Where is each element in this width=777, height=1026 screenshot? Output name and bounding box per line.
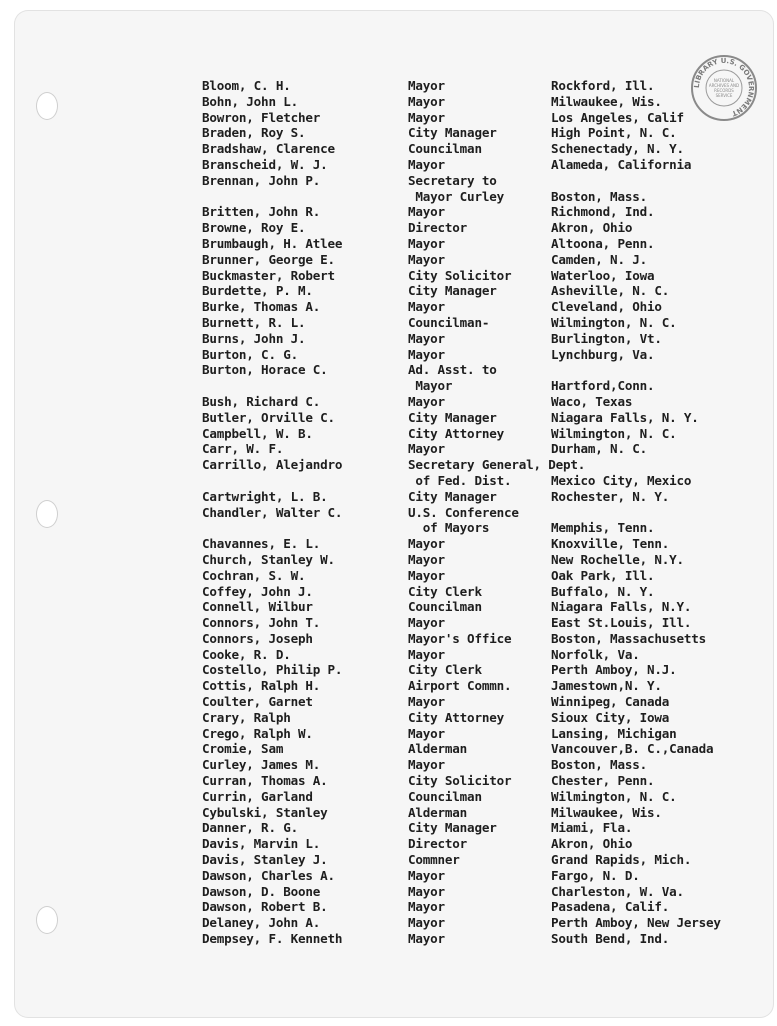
entry-title: Director (408, 220, 468, 236)
entry-title: Mayor (408, 931, 445, 947)
entry-place: Wilmington, N. C. (551, 788, 677, 804)
list-item (202, 678, 772, 694)
entry-title: City Solicitor (408, 773, 512, 789)
entry-place: Buffalo, N. Y. (551, 583, 655, 599)
entry-name: Butler, Orville C. (202, 409, 335, 425)
entry-title: City Attorney (408, 709, 504, 725)
list-item (202, 568, 772, 584)
entry-name: Dawson, Robert B. (202, 899, 328, 915)
list-item (202, 899, 772, 915)
entry-name: Danner, R. G. (202, 820, 298, 836)
list-item (202, 662, 772, 678)
entry-title: Mayor (408, 441, 445, 457)
list-item (202, 283, 772, 299)
entry-title: Mayor (408, 899, 445, 915)
entry-title: City Clerk (408, 662, 482, 678)
list-item (202, 410, 772, 426)
entry-place: Hartford,Conn. (551, 378, 655, 394)
entry-title: Councilman (408, 141, 482, 157)
entry-place: Fargo, N. D. (551, 867, 640, 883)
entry-place: Richmond, Ind. (551, 204, 655, 220)
entry-title: City Manager (408, 409, 497, 425)
entry-name: Brumbaugh, H. Atlee (202, 235, 343, 251)
list-item (202, 204, 772, 220)
entry-name: Cromie, Sam (202, 741, 284, 757)
entry-title: City Manager (408, 488, 497, 504)
list-item (202, 315, 772, 331)
entry-name: Carr, W. F. (202, 441, 284, 457)
entry-place: Perth Amboy, N.J. (551, 662, 677, 678)
entry-name: Cartwright, L. B. (202, 488, 328, 504)
entry-name: Burton, Horace C. (202, 362, 328, 378)
entry-title: Mayor (408, 567, 445, 583)
entry-name: Chandler, Walter C. (202, 504, 343, 520)
entry-title: Mayor (408, 330, 445, 346)
entry-title: Mayor (408, 725, 445, 741)
entry-name: Bush, Richard C. (202, 393, 321, 409)
entry-place: Perth Amboy, New Jersey (551, 915, 721, 931)
entry-name: Carrillo, Alejandro (202, 457, 343, 473)
list-item (202, 441, 772, 457)
list-item (202, 125, 772, 141)
stamp-outer-text: LIBRARY U.S. GOVERNMENT (692, 56, 756, 118)
list-item (202, 820, 772, 836)
list-item (202, 141, 772, 157)
list-item (202, 268, 772, 284)
list-item (202, 694, 772, 710)
punch-hole (36, 500, 58, 528)
list-item (202, 584, 772, 600)
list-item (202, 394, 772, 410)
entry-place: Jamestown,N. Y. (551, 678, 662, 694)
entry-name: Dawson, Charles A. (202, 867, 335, 883)
list-item (202, 236, 772, 252)
entry-title: U.S. Conference (408, 504, 519, 520)
entry-place: Niagara Falls, N.Y. (551, 599, 692, 615)
entry-place: Lynchburg, Va. (551, 346, 655, 362)
entry-place: Alameda, California (551, 156, 692, 172)
entry-title: Mayor's Office (408, 630, 512, 646)
entry-place: Grand Rapids, Mich. (551, 852, 692, 868)
entry-title: City Clerk (408, 583, 482, 599)
entry-name: Currin, Garland (202, 788, 313, 804)
list-item (202, 852, 772, 868)
list-item (202, 457, 772, 473)
entry-title: City Solicitor (408, 267, 512, 283)
entry-name: Connell, Wilbur (202, 599, 313, 615)
entry-name: Burke, Thomas A. (202, 299, 321, 315)
entry-title: Mayor (408, 93, 445, 109)
entry-name: Burton, C. G. (202, 346, 298, 362)
entry-title: of Fed. Dist. (408, 472, 512, 488)
list-item (202, 189, 772, 205)
entry-place: South Bend, Ind. (551, 931, 670, 947)
entry-name: Campbell, W. B. (202, 425, 313, 441)
entry-name: Dawson, D. Boone (202, 883, 321, 899)
list-item (202, 615, 772, 631)
entry-place: Vancouver,B. C.,Canada (551, 741, 714, 757)
entry-title: Mayor (408, 251, 445, 267)
entry-place: New Rochelle, N.Y. (551, 551, 684, 567)
entry-name: Cooke, R. D. (202, 646, 291, 662)
entry-place: High Point, N. C. (551, 125, 677, 141)
entry-name: Curley, James M. (202, 757, 321, 773)
stamp-inner-text: NATIONAL ARCHIVES AND RECORDS SERVICE (708, 78, 740, 98)
list-item (202, 94, 772, 110)
entry-title: Mayor (408, 109, 445, 125)
entry-name: Buckmaster, Robert (202, 267, 335, 283)
list-item (202, 378, 772, 394)
entry-place: Los Angeles, Calif (551, 109, 684, 125)
entry-place: Oak Park, Ill. (551, 567, 655, 583)
entry-name: Burdette, P. M. (202, 283, 313, 299)
list-item (202, 599, 772, 615)
entry-name: Cottis, Ralph H. (202, 678, 321, 694)
list-item (202, 536, 772, 552)
entry-title: Director (408, 836, 468, 852)
entry-place: Boston, Mass. (551, 757, 647, 773)
entry-name: Delaney, John A. (202, 915, 321, 931)
entry-title: Mayor (408, 204, 445, 220)
entry-title: Councilman- (408, 314, 490, 330)
list-item (202, 173, 772, 189)
entry-title: Alderman (408, 804, 468, 820)
entry-title: Mayor Curley (408, 188, 504, 204)
list-item (202, 347, 772, 363)
list-item (202, 473, 772, 489)
entry-name: Browne, Roy E. (202, 220, 306, 236)
entry-place: Burlington, Vt. (551, 330, 662, 346)
entry-title: Mayor (408, 393, 445, 409)
entry-place: Waterloo, Iowa (551, 267, 655, 283)
entry-place: Memphis, Tenn. (551, 520, 655, 536)
entry-place: Pasadena, Calif. (551, 899, 670, 915)
entry-title: Mayor (408, 551, 445, 567)
entry-place: Miami, Fla. (551, 820, 633, 836)
entry-title: Secretary General, Dept. (408, 457, 586, 473)
entry-place: Mexico City, Mexico (551, 472, 692, 488)
entry-title: Airport Commn. (408, 678, 512, 694)
list-item (202, 362, 772, 378)
list-item (202, 631, 772, 647)
entry-place: Waco, Texas (551, 393, 633, 409)
entry-name: Costello, Philip P. (202, 662, 343, 678)
entry-title: Commner (408, 852, 460, 868)
entry-place: Wilmington, N. C. (551, 314, 677, 330)
list-item (202, 757, 772, 773)
entry-title: Mayor (408, 646, 445, 662)
entry-title: City Attorney (408, 425, 504, 441)
entry-title: Mayor (408, 156, 445, 172)
list-item (202, 78, 772, 94)
entry-title: City Manager (408, 283, 497, 299)
entry-place: Boston, Massachusetts (551, 630, 707, 646)
list-item (202, 868, 772, 884)
entry-name: Crary, Ralph (202, 709, 291, 725)
entry-name: Coulter, Garnet (202, 694, 313, 710)
entry-place: Wilmington, N. C. (551, 425, 677, 441)
list-item (202, 726, 772, 742)
entry-title: Mayor (408, 757, 445, 773)
entry-title: Mayor (408, 378, 453, 394)
entry-place: Sioux City, Iowa (551, 709, 670, 725)
entry-place: Asheville, N. C. (551, 283, 670, 299)
entry-place: Milwaukee, Wis. (551, 804, 662, 820)
list-item (202, 252, 772, 268)
entry-place: East St.Louis, Ill. (551, 615, 692, 631)
entry-name: Chavannes, E. L. (202, 536, 321, 552)
entry-place: Norfolk, Va. (551, 646, 640, 662)
entry-place: Cleveland, Ohio (551, 299, 662, 315)
entry-title: Secretary to (408, 172, 497, 188)
entry-place: Milwaukee, Wis. (551, 93, 662, 109)
entry-title: Mayor (408, 883, 445, 899)
entry-place: Boston, Mass. (551, 188, 647, 204)
entry-place: Knoxville, Tenn. (551, 536, 670, 552)
entry-title: Councilman (408, 788, 482, 804)
entry-title: Mayor (408, 299, 445, 315)
list-item (202, 220, 772, 236)
entry-title: Ad. Asst. to (408, 362, 497, 378)
list-item (202, 773, 772, 789)
entry-place: Winnipeg, Canada (551, 694, 670, 710)
entry-place: Durham, N. C. (551, 441, 647, 457)
entry-name: Bowron, Fletcher (202, 109, 321, 125)
list-item (202, 299, 772, 315)
list-item (202, 805, 772, 821)
entry-name: Bohn, John L. (202, 93, 298, 109)
entry-place: Charleston, W. Va. (551, 883, 684, 899)
list-item (202, 915, 772, 931)
list-item (202, 741, 772, 757)
entry-place: Niagara Falls, N. Y. (551, 409, 699, 425)
list-item (202, 931, 772, 947)
punch-hole (36, 92, 58, 120)
list-item (202, 157, 772, 173)
entry-title: of Mayors (408, 520, 490, 536)
entry-title: Mayor (408, 915, 445, 931)
entry-name: Burnett, R. L. (202, 314, 306, 330)
directory-list (202, 78, 772, 947)
entry-title: Mayor (408, 235, 445, 251)
list-item (202, 552, 772, 568)
entry-name: Cybulski, Stanley (202, 804, 328, 820)
entry-name: Branscheid, W. J. (202, 156, 328, 172)
entry-place: Rockford, Ill. (551, 78, 655, 93)
entry-name: Curran, Thomas A. (202, 773, 328, 789)
entry-title: City Manager (408, 125, 497, 141)
entry-name: Davis, Marvin L. (202, 836, 321, 852)
entry-name: Brunner, George E. (202, 251, 335, 267)
entry-place: Akron, Ohio (551, 220, 633, 236)
entry-place: Schenectady, N. Y. (551, 141, 684, 157)
entry-name: Brennan, John P. (202, 172, 321, 188)
list-item (202, 505, 772, 521)
list-item (202, 710, 772, 726)
entry-title: Mayor (408, 346, 445, 362)
entry-name: Crego, Ralph W. (202, 725, 313, 741)
entry-place: Altoona, Penn. (551, 235, 655, 251)
entry-name: Coffey, John J. (202, 583, 313, 599)
entry-name: Burns, John J. (202, 330, 306, 346)
entry-title: Mayor (408, 536, 445, 552)
entry-title: Mayor (408, 615, 445, 631)
entry-title: City Manager (408, 820, 497, 836)
entry-name: Braden, Roy S. (202, 125, 306, 141)
entry-name: Bradshaw, Clarence (202, 141, 335, 157)
list-item (202, 836, 772, 852)
entry-place: Rochester, N. Y. (551, 488, 670, 504)
entry-title: Mayor (408, 694, 445, 710)
entry-name: Cochran, S. W. (202, 567, 306, 583)
list-item (202, 489, 772, 505)
list-item (202, 884, 772, 900)
punch-hole (36, 906, 58, 934)
entry-title: Alderman (408, 741, 468, 757)
entry-place: Lansing, Michigan (551, 725, 677, 741)
list-item (202, 331, 772, 347)
list-item (202, 647, 772, 663)
entry-name: Britten, John R. (202, 204, 321, 220)
entry-name: Bloom, C. H. (202, 78, 291, 93)
entry-name: Church, Stanley W. (202, 551, 335, 567)
entry-title: Mayor (408, 78, 445, 93)
list-item (202, 110, 772, 126)
entry-place: Akron, Ohio (551, 836, 633, 852)
list-item (202, 789, 772, 805)
entry-name: Connors, John T. (202, 615, 321, 631)
list-item (202, 520, 772, 536)
entry-title: Councilman (408, 599, 482, 615)
entry-name: Dempsey, F. Kenneth (202, 931, 343, 947)
entry-place: Camden, N. J. (551, 251, 647, 267)
entry-name: Davis, Stanley J. (202, 852, 328, 868)
list-item (202, 426, 772, 442)
entry-name: Connors, Joseph (202, 630, 313, 646)
entry-title: Mayor (408, 867, 445, 883)
entry-place: Chester, Penn. (551, 773, 655, 789)
